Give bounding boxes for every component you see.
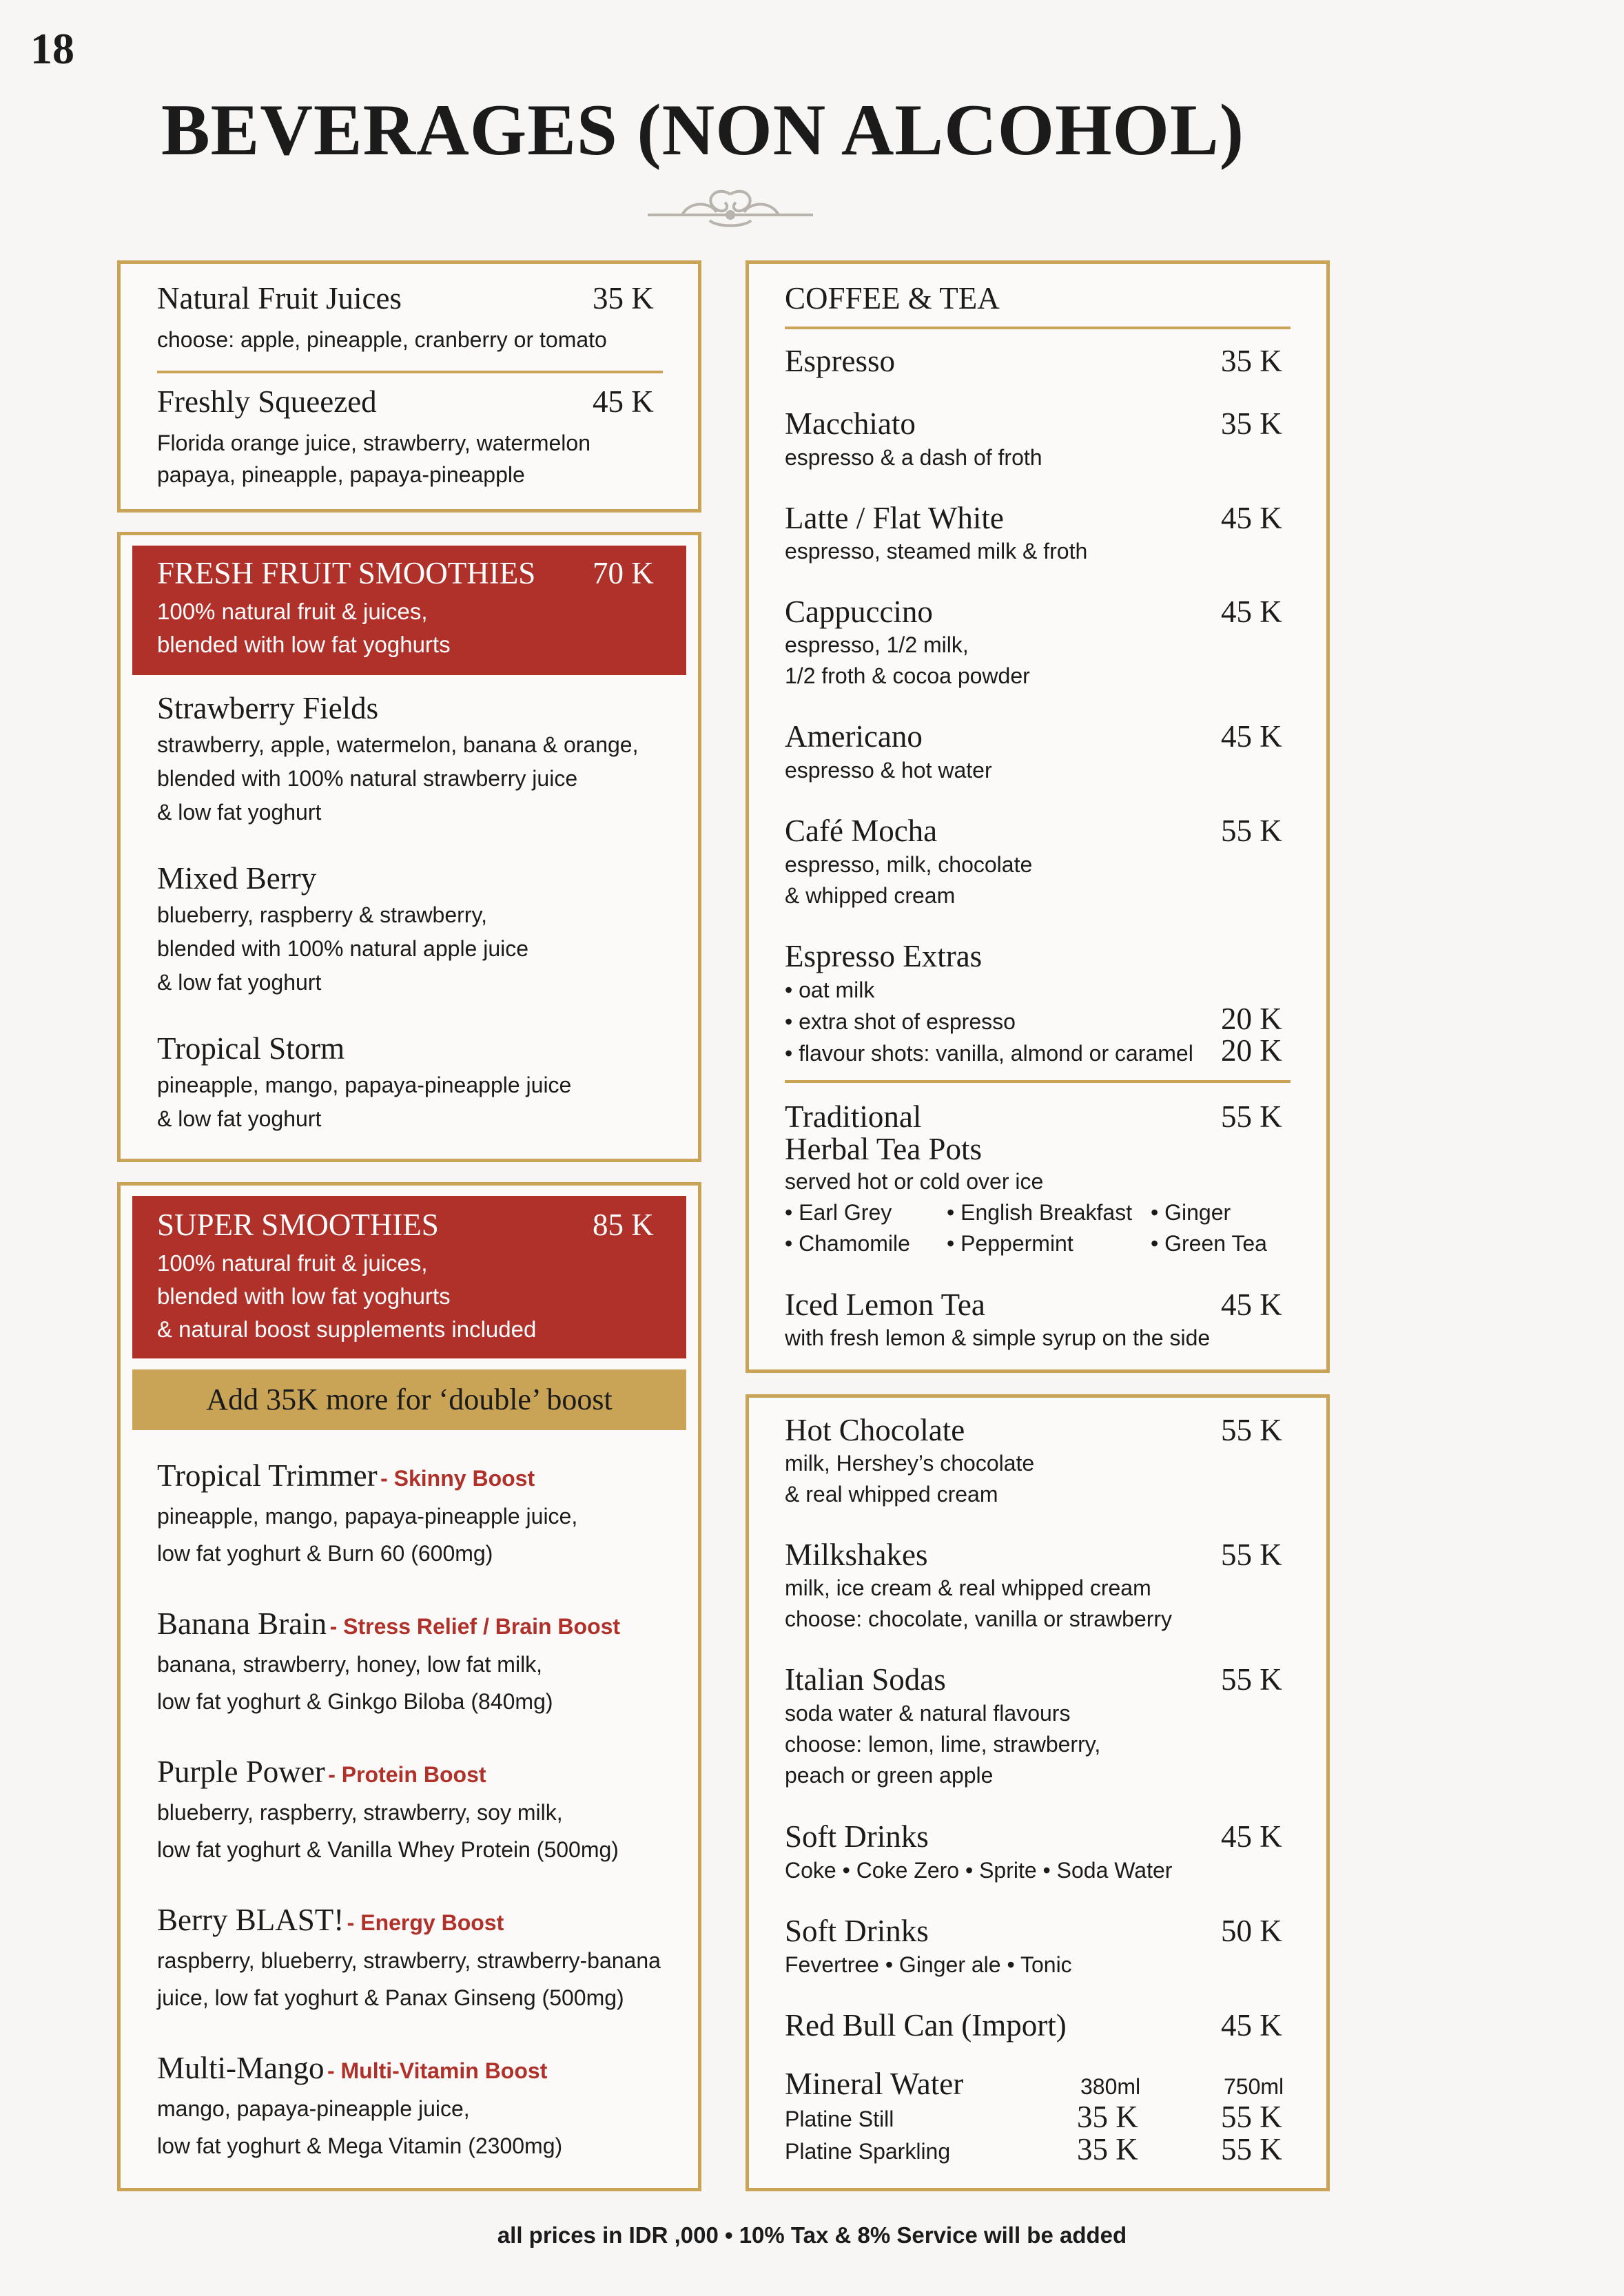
menu-item <box>157 1754 486 1790</box>
item-name: Berry BLAST! <box>157 1903 345 1937</box>
item-description: & low fat yoghurt <box>157 800 322 825</box>
item-price: 20 K <box>1221 1033 1282 1068</box>
tea-option: • Peppermint <box>947 1231 1073 1256</box>
item-name: Cappuccino <box>785 594 933 629</box>
item-description: Fevertree • Ginger ale • Tonic <box>785 1952 1072 1977</box>
double-boost-note: Add 35K more for ‘double’ boost <box>132 1369 686 1430</box>
item-name: Mineral Water <box>785 2067 964 2101</box>
item-price: 45 K <box>1221 1819 1282 1854</box>
extra-option: • extra shot of espresso <box>785 1009 1016 1034</box>
item-name: Hot Chocolate <box>785 1413 965 1447</box>
section-description: & natural boost supplements included <box>157 1316 537 1342</box>
section-title: SUPER SMOOTHIES <box>157 1208 439 1242</box>
item-description: choose: chocolate, vanilla or strawberry <box>785 1606 1173 1631</box>
item-description: with fresh lemon & simple syrup on the side <box>785 1325 1211 1350</box>
item-name: Italian Sodas <box>785 1662 946 1697</box>
item-description: mango, papaya-pineapple juice, <box>157 2096 470 2121</box>
item-description: banana, strawberry, honey, low fat milk, <box>157 1652 543 1677</box>
item-description: espresso & hot water <box>785 758 992 783</box>
item-name: Latte / Flat White <box>785 501 1004 535</box>
divider <box>157 371 663 373</box>
item-description: pineapple, mango, papaya-pineapple juice, <box>157 1504 578 1529</box>
item-description: raspberry, blueberry, strawberry, strawberry-banana <box>157 1948 661 1973</box>
item-description: espresso, milk, chocolate <box>785 852 1033 877</box>
item-description: blueberry, raspberry & strawberry, <box>157 902 487 927</box>
item-name: Soft Drinks <box>785 1819 929 1854</box>
item-price: 45 K <box>1221 594 1282 629</box>
item-description: strawberry, apple, watermelon, banana & orange, <box>157 732 639 757</box>
boost-label: - Energy Boost <box>347 1910 504 1935</box>
item-description: milk, ice cream & real whipped cream <box>785 1575 1151 1600</box>
item-description: choose: apple, pineapple, cranberry or tomato <box>157 327 607 352</box>
extra-option: • oat milk <box>785 978 875 1002</box>
item-name: Herbal Tea Pots <box>785 1132 982 1166</box>
size-label: 380ml <box>1080 2074 1141 2099</box>
item-name: Espresso Extras <box>785 939 983 973</box>
tea-option: • Green Tea <box>1151 1231 1267 1256</box>
tea-option: • Earl Grey <box>785 1200 892 1225</box>
extra-option: • flavour shots: vanilla, almond or caramel <box>785 1041 1193 1066</box>
item-name: Tropical Storm <box>157 1031 345 1066</box>
item-price: 35 K <box>1221 406 1282 441</box>
item-name: Red Bull Can (Import) <box>785 2008 1067 2042</box>
item-price: 45 K <box>1221 1287 1282 1322</box>
item-description: & real whipped cream <box>785 1482 998 1507</box>
item-price: 35 K <box>1221 344 1282 378</box>
item-name: Café Mocha <box>785 814 938 848</box>
item-description: juice, low fat yoghurt & Panax Ginseng (500mg) <box>157 1985 624 2010</box>
item-price: 55 K <box>1221 2132 1282 2166</box>
item-description: Florida orange juice, strawberry, watermelon <box>157 431 590 455</box>
item-description: peach or green apple <box>785 1763 994 1788</box>
item-name: Mixed Berry <box>157 861 317 896</box>
fresh-smoothies-banner <box>132 546 686 675</box>
divider <box>785 327 1291 329</box>
item-name: Americano <box>785 719 923 754</box>
item-description: low fat yoghurt & Vanilla Whey Protein (500mg) <box>157 1837 619 1862</box>
item-price: 45 K <box>1221 2008 1282 2042</box>
item-price: 55 K <box>1221 1099 1282 1134</box>
item-price: 45 K <box>1221 719 1282 754</box>
page-title: BEVERAGES (NON ALCOHOL) <box>161 90 1244 170</box>
item-name: Espresso <box>785 344 895 378</box>
boost-label: - Stress Relief / Brain Boost <box>329 1614 621 1639</box>
item-name: Freshly Squeezed <box>157 384 377 419</box>
divider <box>785 1080 1291 1083</box>
item-description: served hot or cold over ice <box>785 1169 1044 1194</box>
tea-option: • English Breakfast <box>947 1200 1133 1225</box>
item-name: Purple Power <box>157 1755 325 1789</box>
item-price: 35 K <box>593 281 654 316</box>
ornament-divider-icon <box>641 180 820 233</box>
item-name: Strawberry Fields <box>157 691 379 725</box>
item-name: Milkshakes <box>785 1538 928 1572</box>
section-price: 70 K <box>593 556 654 590</box>
item-description: 1/2 froth & cocoa powder <box>785 663 1030 688</box>
tea-option: • Chamomile <box>785 1231 910 1256</box>
menu-item <box>157 2050 547 2086</box>
section-title: FRESH FRUIT SMOOTHIES <box>157 556 536 590</box>
item-description: low fat yoghurt & Burn 60 (600mg) <box>157 1541 493 1566</box>
menu-item <box>157 1458 535 1493</box>
super-smoothies-banner <box>132 1196 686 1358</box>
item-description: papaya, pineapple, papaya-pineapple <box>157 462 525 487</box>
item-description: Coke • Coke Zero • Sprite • Soda Water <box>785 1858 1173 1883</box>
item-price: 45 K <box>593 384 654 419</box>
tea-option: • Ginger <box>1151 1200 1231 1225</box>
item-description: pineapple, mango, papaya-pineapple juice <box>157 1073 572 1097</box>
item-description: blended with 100% natural apple juice <box>157 936 529 961</box>
item-description: low fat yoghurt & Mega Vitamin (2300mg) <box>157 2133 563 2158</box>
item-price: 55 K <box>1221 2100 1282 2134</box>
item-description: blended with 100% natural strawberry juice <box>157 766 578 791</box>
item-price: 35 K <box>1077 2132 1138 2166</box>
item-name: Iced Lemon Tea <box>785 1287 985 1322</box>
item-price: 55 K <box>1221 814 1282 848</box>
footer-note: all prices in IDR ,000 • 10% Tax & 8% Service will be added <box>497 2222 1127 2248</box>
size-label: 750ml <box>1224 2074 1284 2099</box>
item-description: espresso & a dash of froth <box>785 445 1042 470</box>
page-number: 18 <box>30 24 74 73</box>
item-description: soda water & natural flavours <box>785 1701 1071 1726</box>
section-description: blended with low fat yoghurts <box>157 632 451 657</box>
menu-item <box>157 1902 504 1938</box>
item-name: Soft Drinks <box>785 1914 929 1948</box>
item-description: milk, Hershey’s chocolate <box>785 1451 1035 1476</box>
menu-item <box>157 1606 620 1642</box>
water-variant: Platine Sparkling <box>785 2139 951 2164</box>
item-price: 50 K <box>1221 1914 1282 1948</box>
item-description: choose: lemon, lime, strawberry, <box>785 1732 1101 1757</box>
item-name: Natural Fruit Juices <box>157 281 402 316</box>
item-name: Tropical Trimmer <box>157 1458 378 1493</box>
item-description: & low fat yoghurt <box>157 1106 322 1131</box>
item-price: 20 K <box>1221 1002 1282 1036</box>
section-title: COFFEE & TEA <box>785 281 1000 316</box>
item-name: Macchiato <box>785 406 916 441</box>
item-description: espresso, steamed milk & froth <box>785 539 1088 563</box>
section-price: 85 K <box>593 1208 654 1242</box>
item-price: 55 K <box>1221 1538 1282 1572</box>
boost-label: - Skinny Boost <box>380 1466 535 1491</box>
item-description: blueberry, raspberry, strawberry, soy milk, <box>157 1800 563 1825</box>
item-name: Traditional <box>785 1099 922 1134</box>
section-description: 100% natural fruit & juices, <box>157 599 428 624</box>
water-variant: Platine Still <box>785 2107 894 2131</box>
item-description: & whipped cream <box>785 883 956 908</box>
item-price: 45 K <box>1221 501 1282 535</box>
item-name: Banana Brain <box>157 1606 327 1641</box>
item-description: low fat yoghurt & Ginkgo Biloba (840mg) <box>157 1689 553 1714</box>
item-description: espresso, 1/2 milk, <box>785 632 969 657</box>
boost-label: - Protein Boost <box>328 1762 486 1787</box>
item-price: 35 K <box>1077 2100 1138 2134</box>
section-description: blended with low fat yoghurts <box>157 1283 451 1309</box>
section-description: 100% natural fruit & juices, <box>157 1250 428 1276</box>
item-price: 55 K <box>1221 1662 1282 1697</box>
item-price: 55 K <box>1221 1413 1282 1447</box>
boost-label: - Multi-Vitamin Boost <box>327 2058 548 2083</box>
item-description: & low fat yoghurt <box>157 970 322 995</box>
item-name: Multi-Mango <box>157 2051 325 2085</box>
